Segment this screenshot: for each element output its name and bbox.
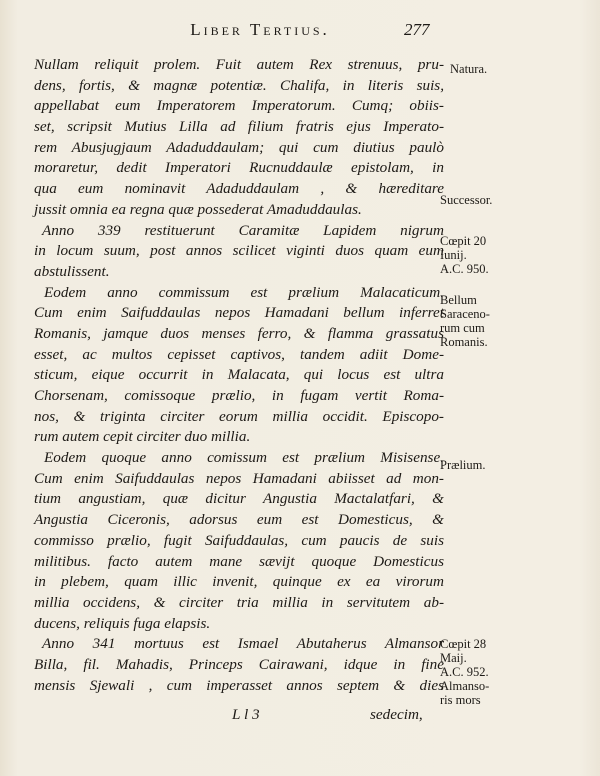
text-line: Nullam reliquit prolem. Fuit autem Rex strenuus, pru- <box>34 56 444 73</box>
text-line: Eodem anno commissum est prælium Malacaticum. <box>44 283 444 301</box>
text-line: set, scripsit Mutius Lilla ad filium fratris ejus Imperato- <box>34 118 444 136</box>
margin-note-line: Bellum <box>440 293 477 307</box>
text-line: moraretur, dedit Imperatori Rucnuddaulæ epistolam, in <box>34 159 444 177</box>
text-line: Anno 339 restituerunt Caramitæ Lapidem nigrum <box>42 221 444 239</box>
text-line: rum autem cepit circiter duo millia. <box>34 428 251 446</box>
margin-note-line: Saraceno- <box>440 307 490 321</box>
text-line: esset, ac multos cepisset captivos, tandem adiit Dome- <box>34 345 444 363</box>
margin-note-line: Romanis. <box>440 335 488 349</box>
page-footer <box>0 706 600 728</box>
text-line: ducens, reliquis fuga elapsis. <box>34 614 211 632</box>
text-line: militibus. facto autem mane sævijt quoque Domesticus <box>34 552 444 570</box>
margin-note-line: rum cum <box>440 321 485 335</box>
text-line: jussit omnia ea regna quæ possederat Amaduddaulas. <box>34 200 362 218</box>
text-line: Chorsenam, comissoque prælio, in fugam vertit Roma- <box>34 387 444 404</box>
text-line: Angustia Ciceronis, adorsus eum est Domesticus, & <box>34 511 444 529</box>
text-line: dens, fortis, & magnæ potentiæ. Chalifa, in literis suis, <box>34 76 444 94</box>
text-line: abstulissent. <box>34 262 110 280</box>
text-line: Cum enim Saifuddaulas nepos Hamadani abiisset ad mon- <box>34 469 444 487</box>
margin-note-line: Cœpit 20 <box>440 234 487 248</box>
text-line: tium angustiam, quæ dicitur Angustia Mactalatfari, & <box>34 490 444 508</box>
text-line: Anno 341 mortuus est Ismael Abutaherus Almansor <box>42 635 444 653</box>
body-text <box>34 55 444 696</box>
signature-mark: L l 3 <box>232 706 260 723</box>
margin-note <box>440 458 520 472</box>
margin-note <box>440 193 520 207</box>
margin-note <box>440 234 520 276</box>
margin-note-line: Prælium. <box>440 458 486 472</box>
margin-note-line: ris mors <box>440 693 481 707</box>
margin-note-line: Cœpit 28 <box>440 637 487 651</box>
text-line: in plebem, quam illic invenit, quinque ex ea virorum <box>34 573 444 591</box>
catchword: sedecim, <box>370 706 423 723</box>
margin-note <box>440 293 520 349</box>
text-line: mensis Sjewali , cum imperasset annos septem & dies <box>34 676 444 694</box>
text-line: rem Abusjugjaum Adaduddaulam; qui cum diutius paulò <box>34 138 444 156</box>
margin-note-line: Almanso- <box>440 679 490 693</box>
margin-note <box>440 637 520 707</box>
margin-note-line: Maij. <box>440 651 467 665</box>
margin-note-line: Natura. <box>450 62 488 76</box>
text-line: qua eum nominavit Adaduddaulam , & hæreditare <box>34 180 444 198</box>
margin-note-line: A.C. 952. <box>440 665 489 679</box>
running-head <box>0 20 600 46</box>
text-line: Cum enim Saifuddaulas nepos Hamadani bellum inferret <box>34 304 444 322</box>
text-line: appellabat eum Imperatorem Imperatorum. Cumq; obiis- <box>34 97 444 115</box>
text-line: millia occidens, & circiter tria millia in servitutem ab- <box>34 593 444 611</box>
page-number: 277 <box>404 20 430 39</box>
margin-note-line: Successor. <box>440 193 493 207</box>
text-line: Billa, fil. Mahadis, Princeps Cairawani, idque in fine <box>34 655 444 673</box>
text-line: nos, & triginta circiter eorum millia occidit. Episcopo- <box>34 407 444 425</box>
text-line: sticum, eique occurrit in Malacata, qui locus est ultra <box>34 366 444 384</box>
running-title: Liber Tertius. <box>190 20 330 39</box>
text-line: Eodem quoque anno comissum est prælium Misisense. <box>44 449 444 467</box>
margin-note-line: Iunij. <box>440 248 467 262</box>
text-line: Romanis, jamque duos menses ferro, & flamma grassatus <box>34 324 444 342</box>
text-line: in locum suum, post annos scilicet viginti duos quam eum <box>34 242 444 260</box>
text-line: commisso prælio, fugit Saifuddaulas, cum paucis de suis <box>34 531 444 549</box>
margin-note-line: A.C. 950. <box>440 262 489 276</box>
margin-note <box>450 62 530 76</box>
